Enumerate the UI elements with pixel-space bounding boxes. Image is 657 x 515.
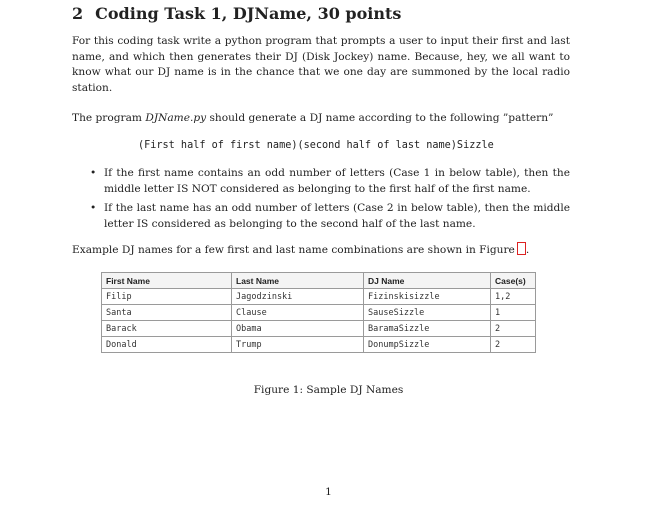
cell-dj-name: BaramaSizzle xyxy=(364,321,491,337)
bullet-icon: • xyxy=(90,167,97,179)
intro-paragraph: For this coding task write a python program that prompts a user to input their first and last name, and which then generates their DJ (Disk Jockey) name. Because, hey, we all want to know what our DJ name is in the chance that we one day are summoned by the local radio station. xyxy=(72,35,570,94)
header-first-name: First Name xyxy=(102,273,232,289)
cell-cases: 2 xyxy=(491,337,536,353)
rule-item xyxy=(90,201,570,232)
section-title: Coding Task 1, DJName, 30 points xyxy=(95,4,402,23)
header-last-name: Last Name xyxy=(232,273,364,289)
header-dj-name: DJ Name xyxy=(364,273,491,289)
section-number: 2 xyxy=(72,4,84,23)
examples-text: Example DJ names for a few first and last name combinations are shown in Figure xyxy=(72,244,515,256)
cell-cases: 2 xyxy=(491,321,536,337)
section-heading xyxy=(72,4,401,23)
cell-last-name: Trump xyxy=(232,337,364,353)
cell-last-name: Obama xyxy=(232,321,364,337)
table-row xyxy=(102,337,536,353)
cell-dj-name: Fizinskisizzle xyxy=(364,289,491,305)
rule-text: If the last name has an odd number of letters (Case 2 in below table), then the middle letter IS considered as belonging to the second half of the last name. xyxy=(104,202,570,230)
examples-paragraph: Example DJ names for a few first and last name combinations are shown in Figure . xyxy=(72,244,530,256)
figure-reference-link[interactable] xyxy=(517,242,526,255)
dj-names-table xyxy=(101,272,536,353)
table-row xyxy=(102,321,536,337)
program-prefix: The program xyxy=(72,112,146,124)
program-paragraph xyxy=(72,111,570,127)
cell-first-name: Filip xyxy=(102,289,232,305)
cell-cases: 1,2 xyxy=(491,289,536,305)
program-suffix: should generate a DJ name according to the following ”pattern” xyxy=(206,112,554,124)
rule-text: If the first name contains an odd number of letters (Case 1 in below table), then the middle letter IS NOT considered as belonging to the first half of the first name. xyxy=(104,167,570,195)
rules-list xyxy=(90,166,570,236)
program-filename: DJName.py xyxy=(145,112,207,124)
bullet-icon: • xyxy=(90,202,97,214)
cell-last-name: Jagodzinski xyxy=(232,289,364,305)
rule-item xyxy=(90,166,570,197)
cell-dj-name: SauseSizzle xyxy=(364,305,491,321)
cell-first-name: Donald xyxy=(102,337,232,353)
table-row xyxy=(102,289,536,305)
page-number: 1 xyxy=(325,486,332,498)
cell-dj-name: DonumpSizzle xyxy=(364,337,491,353)
cell-last-name: Clause xyxy=(232,305,364,321)
table-header-row xyxy=(102,273,536,289)
cell-cases: 1 xyxy=(491,305,536,321)
cell-first-name: Barack xyxy=(102,321,232,337)
name-pattern: (First half of first name)(second half of last name)Sizzle xyxy=(138,140,494,151)
table-row xyxy=(102,305,536,321)
figure-caption: Figure 1: Sample DJ Names xyxy=(253,384,404,396)
cell-first-name: Santa xyxy=(102,305,232,321)
header-cases: Case(s) xyxy=(491,273,536,289)
